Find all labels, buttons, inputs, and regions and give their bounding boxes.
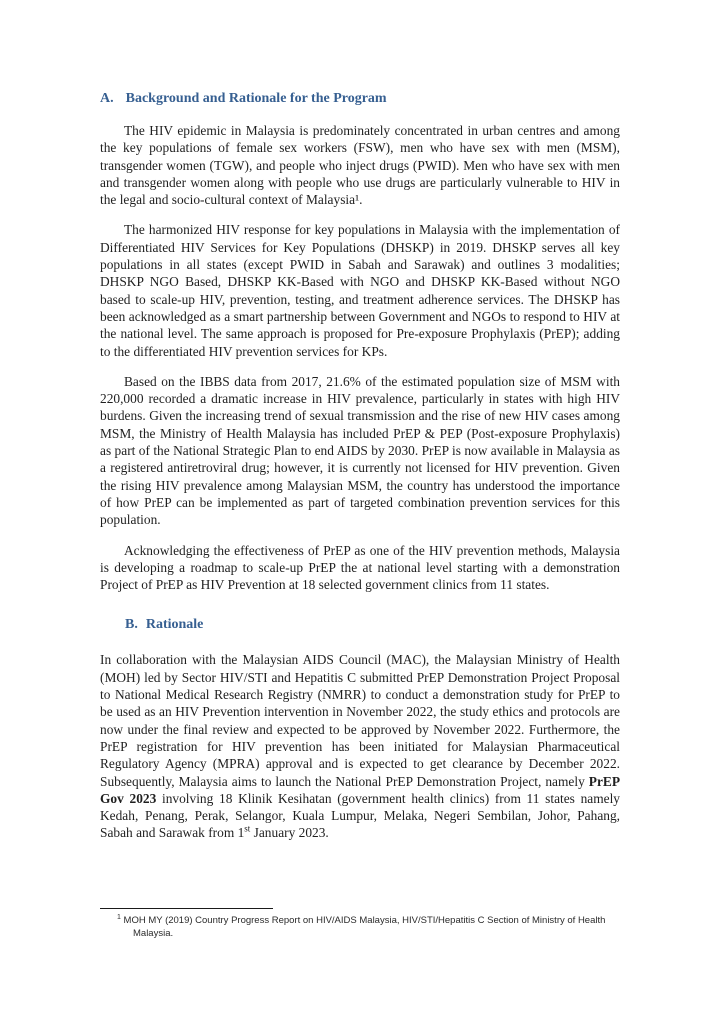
section-b-letter: B. xyxy=(125,617,138,633)
footnote-separator-line xyxy=(100,908,273,909)
section-heading-b xyxy=(125,617,620,633)
paragraph-hiv-epidemic: The HIV epidemic in Malaysia is predominately concentrated in urban centres and among the key populations of female sex workers (FSW), men who have sex with men (MSM), transgender women (TGW), and people who inject drugs (PWID). Men who have sex with men and transgender women along with people who use drugs are particularly vulnerable to HIV in the legal and socio-cultural context of Malaysia¹. xyxy=(100,123,620,208)
paragraph-roadmap: Acknowledging the effectiveness of PrEP as one of the HIV prevention methods, Malaysia is developing a roadmap to scale-up PrEP the at national level starting with a demonstration Project of PrEP as HIV Prevention at 18 selected government clinics from 11 states. xyxy=(100,542,620,593)
rationale-text-end: January 2023. xyxy=(250,825,329,841)
paragraph-harmonized-response: The harmonized HIV response for key populations in Malaysia with the implementation of Differentiated HIV Services for Key Populations (DHSKP) in 2019. DHSKP serves all key populations in all states (except PWID in Sabah and Sarawak) and outlines 3 modalities; DHSKP NGO Based, DHSKP KK-Based with NGO and DHSKP KK-Based without NGO based to scale-up HIV, prevention, testing, and treatment adherence services. The DHSKP has been acknowledged as a smart partnership between Government and NGOs to respond to HIV at the national level. The same approach is proposed for Pre-exposure Prophylaxis (PrEP); adding to the differentiated HIV prevention services for KPs. xyxy=(100,222,620,359)
section-heading-a xyxy=(100,91,620,107)
footnote-area xyxy=(100,908,623,940)
rationale-text-middle: involving 18 Klinik Kesihatan (government health clinics) from 11 states namely Kedah, Penang, Perak, Selangor, Kuala Lumpur, Melaka, Negeri Sembilan, Johor, Pahang, Sabah and Sarawak from 1 xyxy=(100,790,620,841)
rationale-text-start: In collaboration with the Malaysian AIDS Council (MAC), the Malaysian Ministry of Health (MOH) led by Sector HIV/STI and Hepatitis C submitted PrEP Demonstration Project Proposal to National Medical Research Registry (NMRR) to conduct a demonstration study for PrEP to be used as an HIV Prevention intervention in November 2022, the study ethics and protocols are now under the final review and expected to be approved by November 2022. Furthermore, the PrEP registration for HIV prevention has been initiated for Malaysian Pharmaceutical Regulatory Agency (MPRA) approval and is expected to get clearance by December 2022. Subsequently, Malaysia aims to launch the National PrEP Demonstration Project, namely xyxy=(100,652,620,789)
section-a-letter: A. xyxy=(100,91,114,106)
footnote-text xyxy=(100,914,623,940)
paragraph-ibbs-data: Based on the IBBS data from 2017, 21.6% of the estimated population size of MSM with 220,000 recorded a dramatic increase in HIV prevalence, particularly in states with high HIV burdens. Given the increasing trend of sexual transmission and the rise of new HIV cases among MSM, the Ministry of Health Malaysia has included PrEP & PEP (Post-exposure Prophylaxis) as part of the National Strategic Plan to end AIDS by 2030. PrEP is now available in Malaysia as a registered antiretroviral drug; however, it is currently not licensed for HIV prevention. Given the rising HIV prevalence among Malaysian MSM, the country has understood the importance of how PrEP can be implemented as part of targeted combination prevention services for this population. xyxy=(100,373,620,528)
paragraph-rationale xyxy=(100,651,620,841)
section-b-title: Rationale xyxy=(145,617,204,633)
section-a-title: Background and Rationale for the Program xyxy=(125,91,387,106)
footnote-marker: 1 xyxy=(117,913,121,921)
page-content xyxy=(100,91,620,855)
footnote-citation: MOH MY (2019) Country Progress Report on HIV/AIDS Malaysia, HIV/STI/Hepatitis C Section of Ministry of Health Malaysia. xyxy=(120,915,606,939)
ordinal-superscript: st xyxy=(244,823,251,834)
prep-gov-2023-bold: PrEP Gov 2023 xyxy=(100,773,620,806)
